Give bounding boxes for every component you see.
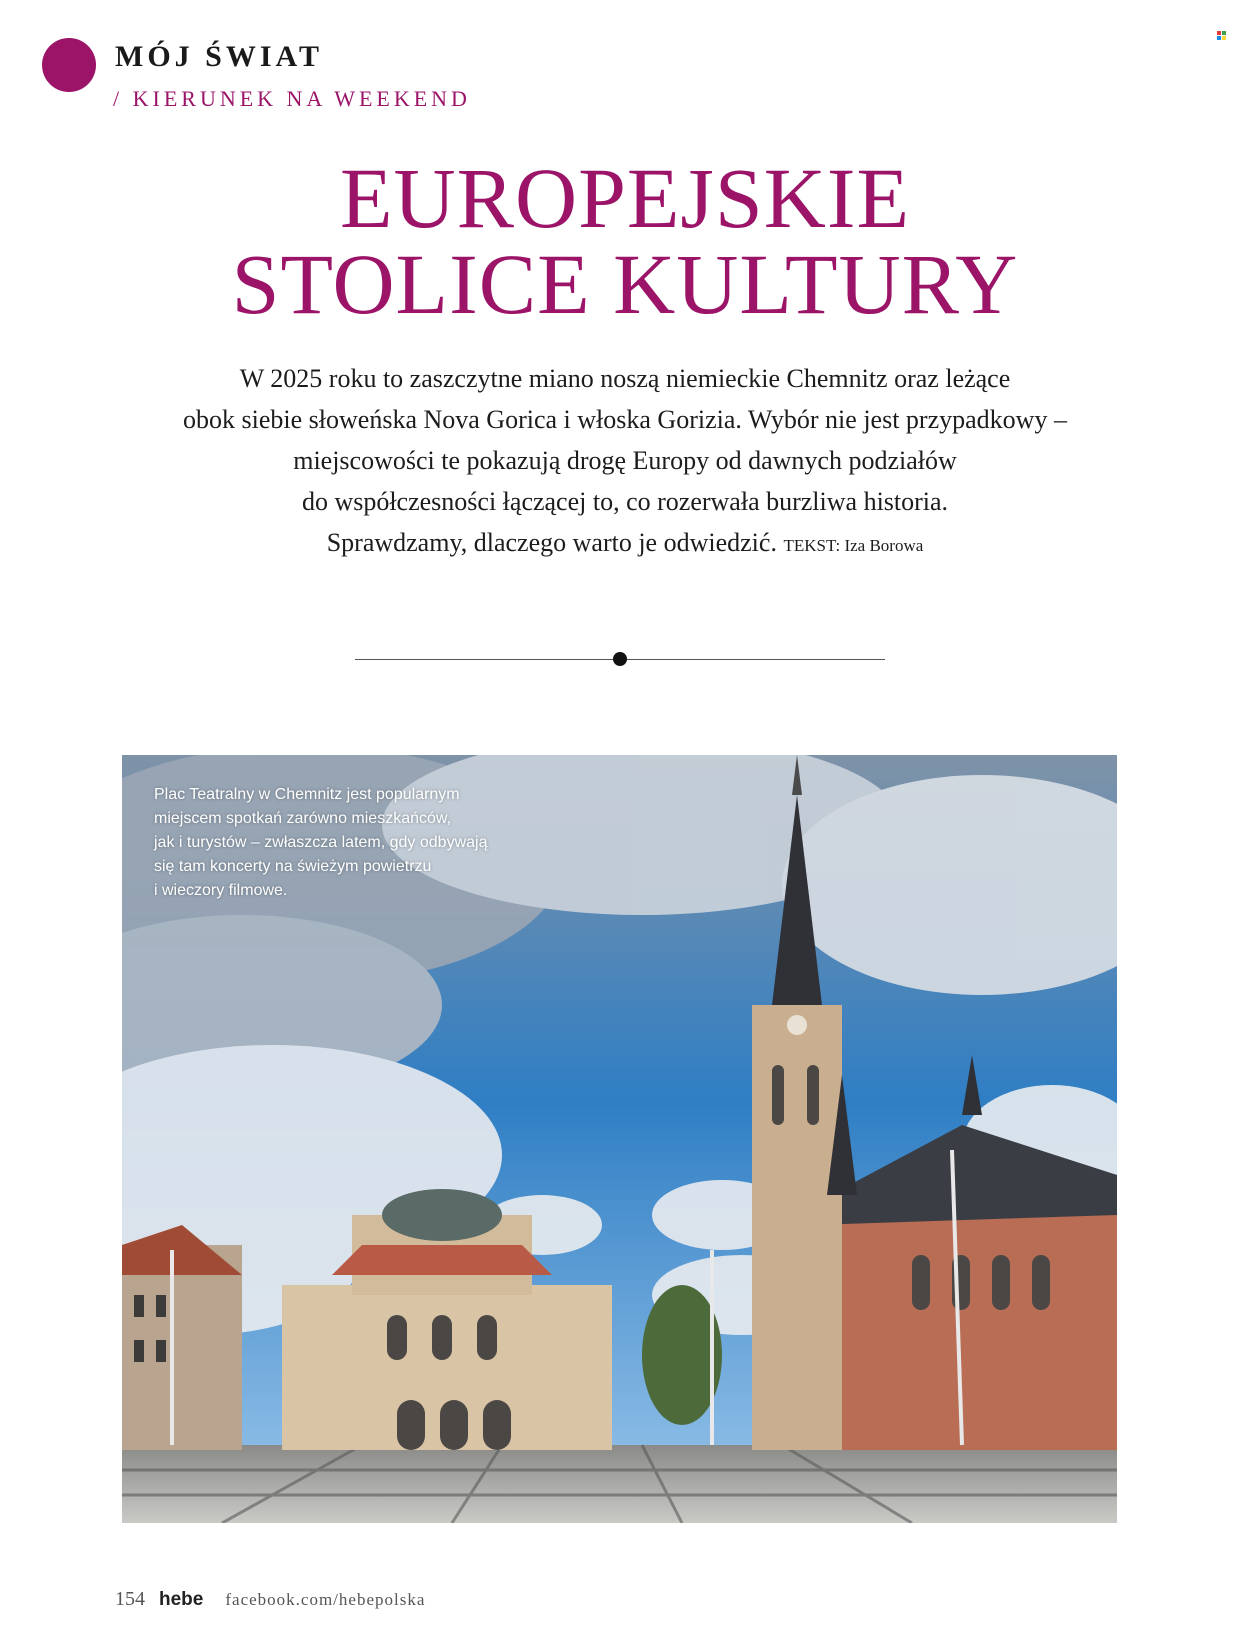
caption-line: jak i turystów – zwłaszcza latem, gdy odbywają <box>154 834 488 851</box>
lead-line: obok siebie słoweńska Nova Gorica i włoska Gorizia. Wybór nie jest przypadkowy – <box>183 405 1067 434</box>
lead-line: do współczesności łączącej to, co rozerwała burzliwa historia. <box>301 487 949 516</box>
author-credit: TEKST: Iza Borowa <box>783 536 924 555</box>
lead-line: Sprawdzamy, dlaczego warto je odwiedzić. <box>326 528 777 557</box>
lead-line: W 2025 roku to zaszczytne miano noszą niemieckie Chemnitz oraz leżące <box>239 364 1011 393</box>
page-footer <box>115 1588 425 1611</box>
divider-dot <box>613 652 627 666</box>
caption-line: miejscem spotkań zarówno mieszkańców, <box>154 810 452 827</box>
lead-paragraph <box>90 358 1160 566</box>
headline-line-2: STOLICE KULTURY <box>231 236 1019 332</box>
section-dot <box>42 38 96 92</box>
caption-line: Plac Teatralny w Chemnitz jest popularnym <box>154 786 460 803</box>
color-squares-icon <box>1217 31 1226 40</box>
headline-line-1: EUROPEJSKIE <box>339 150 911 246</box>
section-subtitle: / KIERUNEK NA WEEKEND <box>113 86 471 111</box>
lead-line-last <box>90 522 1160 566</box>
page-number: 154 <box>115 1588 145 1610</box>
brand-logo: hebe <box>159 1589 204 1610</box>
lead-line: miejscowości te pokazują drogę Europy od dawnych podziałów <box>293 446 957 475</box>
caption-line: się tam koncerty na świeżym powietrzu <box>154 858 432 875</box>
caption-line: i wieczory filmowe. <box>154 882 288 899</box>
facebook-link[interactable]: facebook.com/hebepolska <box>225 1590 426 1609</box>
section-title: MÓJ ŚWIAT <box>115 40 323 73</box>
chemnitz-photo <box>122 755 1117 1523</box>
photo-caption <box>154 783 514 903</box>
